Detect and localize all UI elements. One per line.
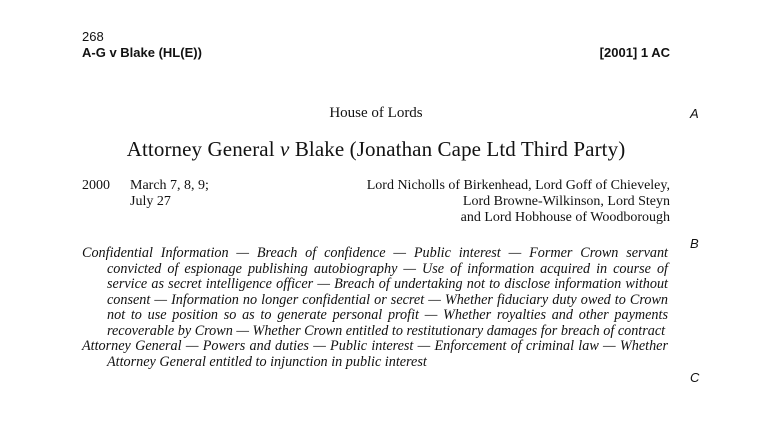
case-title [82, 136, 670, 162]
catchwords [82, 246, 668, 370]
running-head-row [82, 45, 670, 61]
judges-line: Lord Nicholls of Birkenhead, Lord Goff of Chieveley, [366, 178, 670, 193]
case-short-title: A-G v Blake (HL(E)) [82, 45, 202, 60]
catchword-paragraph: Confidential Information — Breach of confidence — Public interest — Former Crown servant convicted of espionage publishing autobiography — Use of information acquired in course of service as secret intelligence officer — Breach of undertaking not to disclose information without consent — Information no longer confidential or secret — Whether fiduciary duty owed to Crown not to use position so as to generate personal profit — Whether royalties and other payments recoverable by Crown — Whether Crown entitled to restitutionary damages for breach of contract [82, 245, 668, 339]
hearing-date-line: July 27 [130, 194, 171, 209]
report-citation: [2001] 1 AC [599, 45, 670, 60]
margin-letter-a: A [690, 106, 699, 121]
judges-line: Lord Browne-Wilkinson, Lord Steyn [462, 194, 670, 209]
hearing-date-line: March 7, 8, 9; [130, 178, 209, 193]
case-title-defendant: Blake (Jonathan Cape Ltd Third Party) [294, 137, 626, 161]
hearing-year: 2000 [82, 178, 110, 193]
hearing-dates [130, 178, 250, 210]
margin-letter-b: B [690, 236, 699, 251]
case-title-versus: v [280, 137, 290, 161]
margin-letter-c: C [690, 370, 700, 385]
case-title-claimant: Attorney General [126, 137, 275, 161]
judges-line: and Lord Hobhouse of Woodborough [460, 210, 670, 225]
running-head [82, 29, 670, 61]
judges-list [250, 178, 670, 226]
page-number: 268 [82, 29, 104, 44]
court-name: House of Lords [329, 105, 423, 121]
catchword-paragraph: Attorney General — Powers and duties — Public interest — Enforcement of criminal law — Whether Attorney General entitled to injunction in public interest [82, 338, 668, 370]
